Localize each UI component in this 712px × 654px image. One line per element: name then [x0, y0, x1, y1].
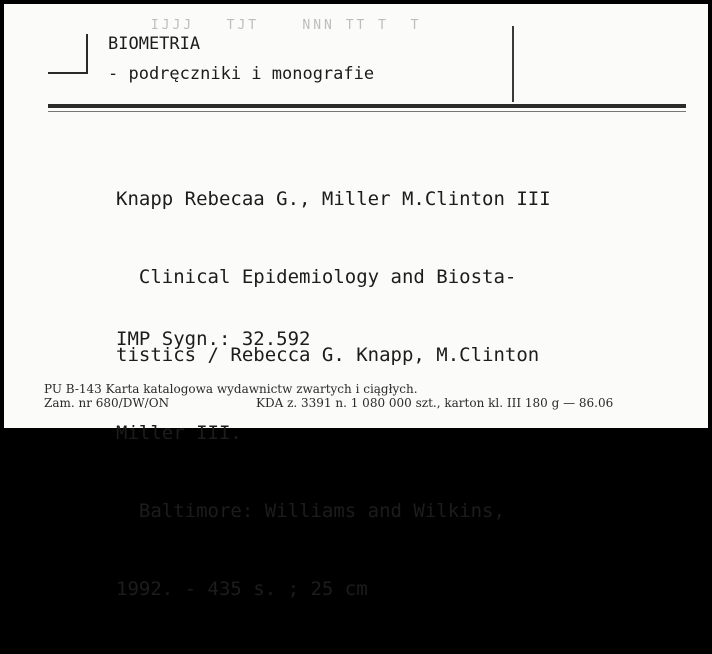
- entry-line: 1992. - 435 s. ; 25 cm: [116, 578, 368, 600]
- header-divider-thin: [48, 111, 686, 112]
- subject-heading: BIOMETRIA: [108, 34, 201, 54]
- subject-subdivision: - podręczniki i monografie: [108, 64, 375, 84]
- catalog-card: [4, 4, 708, 600]
- entry-line: Clinical Epidemiology and Biosta-: [116, 266, 517, 288]
- entry-line: Miller III.: [116, 422, 242, 444]
- entry-line: Baltimore: Williams and Wilkins,: [116, 500, 505, 522]
- footer-print-info: [44, 396, 614, 410]
- bracket-vertical: [86, 34, 88, 74]
- entry-line: Knapp Rebecaa G., Miller M.Clinton III: [116, 188, 551, 210]
- header-right-rule: [512, 26, 514, 102]
- bracket-horizontal: [48, 72, 88, 74]
- header-divider-thick: [48, 104, 686, 108]
- entry-line: tistics / Rebecca G. Knapp, M.Clinton: [116, 344, 540, 366]
- footer-kda: KDA z. 3391 n. 1 080 000 szt., karton kl. III 180 g — 86.06: [256, 396, 614, 410]
- footer-order-number: Zam. nr 680/DW/ON: [44, 396, 170, 410]
- faded-stamp-text: IJJJ TJT NNN TT T T: [140, 18, 422, 33]
- call-number: IMP Sygn.: 32.592: [116, 328, 311, 350]
- footer-card-type: PU B-143 Karta katalogowa wydawnictw zwartych i ciągłych.: [44, 382, 418, 396]
